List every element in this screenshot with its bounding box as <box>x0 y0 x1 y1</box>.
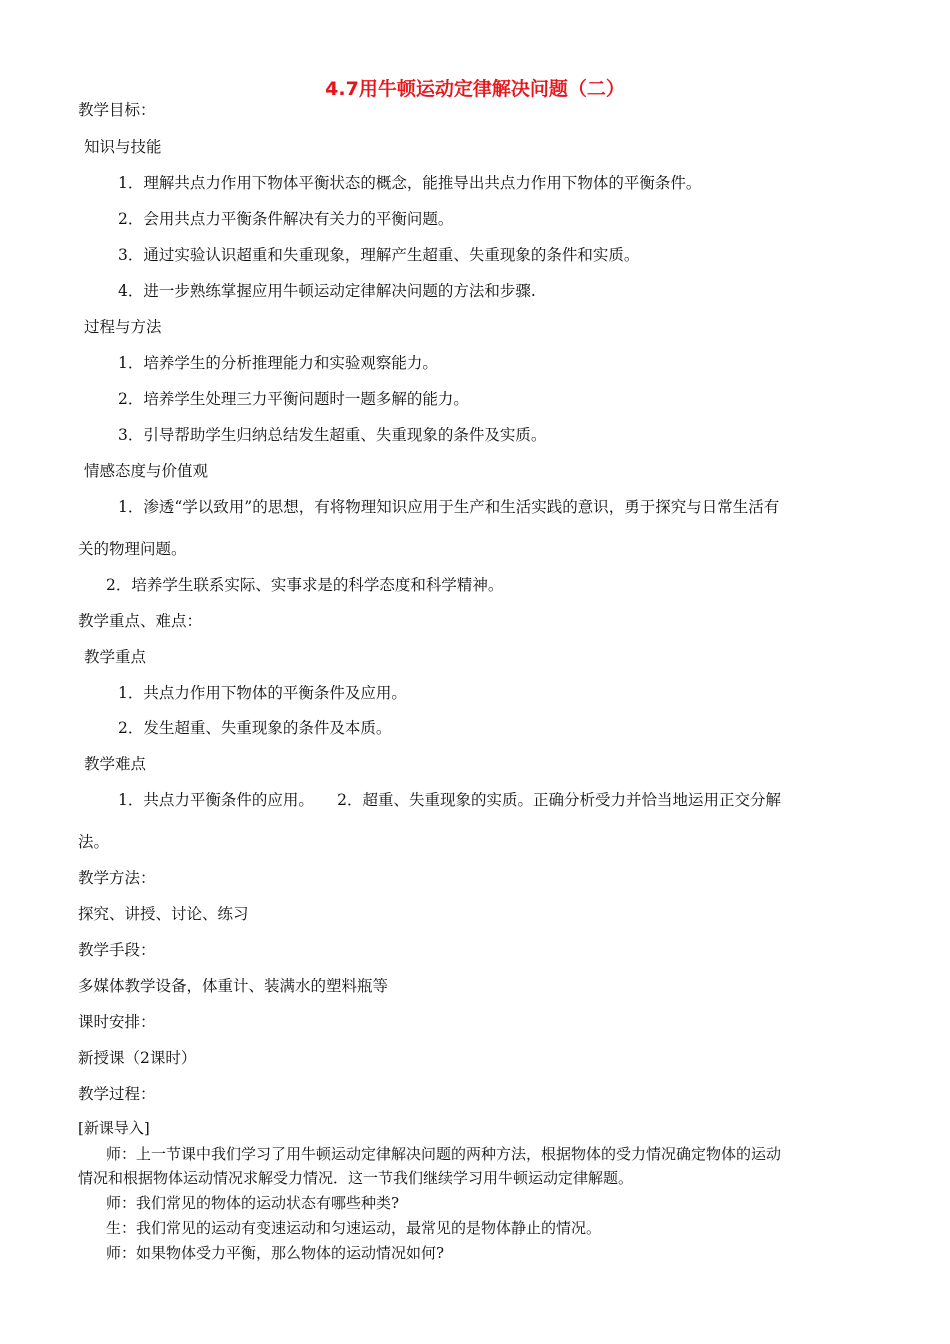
text-line: 2．发生超重、失重现象的条件及本质。 <box>118 719 392 737</box>
text-line: 过程与方法 <box>84 318 162 336</box>
text-line: 教学目标： <box>78 101 156 119</box>
text-line: 教学难点 <box>84 755 147 773</box>
text-line: 4．进一步熟练掌握应用牛顿运动定律解决问题的方法和步骤. <box>118 282 536 300</box>
text-line: 2．培养学生联系实际、实事求是的科学态度和科学精神。 <box>106 576 504 594</box>
text-line: 教学过程： <box>78 1085 156 1103</box>
text-line: 情况和根据物体运动情况求解受力情况．这一节我们继续学习用牛顿运动定律解题。 <box>78 1169 634 1187</box>
text-line: 教学重点 <box>84 648 147 666</box>
text-line: 法。 <box>78 833 110 851</box>
text-line: 生：我们常见的运动有变速运动和匀速运动，最常见的是物体静止的情况。 <box>106 1219 602 1237</box>
text-line: 课时安排： <box>78 1013 156 1031</box>
text-line: 1．渗透“学以致用”的思想，有将物理知识应用于生产和生活实践的意识，勇于探究与日常生活有 <box>118 498 780 516</box>
text-line: 知识与技能 <box>84 138 162 156</box>
text-line: 2．培养学生处理三力平衡问题时一题多解的能力。 <box>118 390 469 408</box>
text-line: 教学方法： <box>78 869 156 887</box>
text-line: 1．共点力作用下物体的平衡条件及应用。 <box>118 684 407 702</box>
text-line: 探究、讲授、讨论、练习 <box>78 905 249 923</box>
text-line: 多媒体教学设备，体重计、装满水的塑料瓶等 <box>78 977 389 995</box>
text-line: 新授课（2课时） <box>78 1049 197 1067</box>
text-line: 师：我们常见的物体的运动状态有哪些种类? <box>106 1194 400 1212</box>
text-line: 3．引导帮助学生归纳总结发生超重、失重现象的条件及实质。 <box>118 426 547 444</box>
text-line: 情感态度与价值观 <box>84 462 209 480</box>
text-line: 关的物理问题。 <box>78 540 187 558</box>
document-title: 4.7用牛顿运动定律解决问题（二） <box>325 78 625 100</box>
text-line: 3．通过实验认识超重和失重现象，理解产生超重、失重现象的条件和实质。 <box>118 246 640 264</box>
text-line: 1．共点力平衡条件的应用。 2．超重、失重现象的实质。正确分析受力并恰当地运用正交分解 <box>118 791 781 809</box>
text-line: 师：上一节课中我们学习了用牛顿运动定律解决问题的两种方法，根据物体的受力情况确定物体的运动 <box>106 1145 782 1163</box>
text-line: [新课导入] <box>78 1119 150 1137</box>
text-line: 教学手段： <box>78 941 156 959</box>
text-line: 教学重点、难点： <box>78 612 203 630</box>
text-line: 1．培养学生的分析推理能力和实验观察能力。 <box>118 354 438 372</box>
text-line: 1．理解共点力作用下物体平衡状态的概念，能推导出共点力作用下物体的平衡条件。 <box>118 174 702 192</box>
text-line: 2．会用共点力平衡条件解决有关力的平衡问题。 <box>118 210 454 228</box>
text-line: 师：如果物体受力平衡，那么物体的运动情况如何? <box>106 1244 445 1262</box>
